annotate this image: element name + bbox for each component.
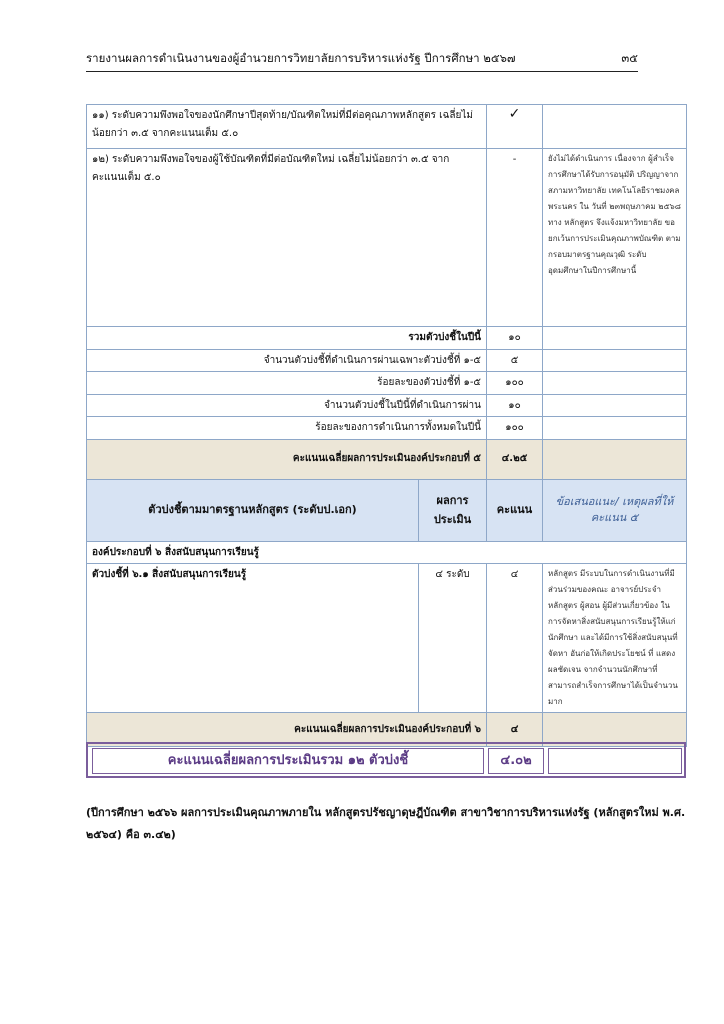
summary-row-passed-1-5 bbox=[87, 349, 687, 372]
header-divider bbox=[86, 71, 638, 72]
component6-average-label: คะแนนเฉลี่ยผลการประเมินองค์ประกอบที่ ๖ bbox=[87, 713, 487, 747]
summary-label: ร้อยละของการดำเนินการทั้งหมดในปีนี้ bbox=[87, 417, 487, 440]
previous-year-footnote: (ปีการศึกษา ๒๕๖๖ ผลการประเมินคุณภาพภายใน หลักสูตรปรัชญาดุษฎีบัณฑิต สาขาวิชาการบริหารแห่งรัฐ (หลักสูตรใหม่ พ.ศ. ๒๕๖๔) คือ ๓.๔๒) bbox=[86, 806, 686, 841]
indicator-row-11 bbox=[87, 105, 687, 149]
table-header-row bbox=[87, 479, 687, 541]
grand-total-box bbox=[86, 742, 686, 778]
indicator-6-1-score: ๔ bbox=[487, 564, 543, 713]
grand-total-label: คะแนนเฉลี่ยผลการประเมินรวม ๑๒ ตัวบ่งชี้ bbox=[92, 748, 484, 774]
assessment-table bbox=[86, 104, 687, 747]
header-indicator: ตัวบ่งชี้ตามมาตรฐานหลักสูตร (ระดับป.เอก) bbox=[87, 479, 419, 541]
component6-average-value: ๔ bbox=[487, 713, 543, 747]
indicator-12-status: - bbox=[487, 149, 543, 327]
header-reason: ข้อเสนอแนะ/ เหตุผลที่ให้คะแนน ๕ bbox=[543, 479, 687, 541]
component5-average-value: ๔.๒๕ bbox=[487, 439, 543, 479]
summary-row-passed-all bbox=[87, 394, 687, 417]
header-score: คะแนน bbox=[487, 479, 543, 541]
grand-total-value: ๔.๐๒ bbox=[488, 748, 544, 774]
summary-note bbox=[543, 394, 687, 417]
indicator-12-text: ๑๒) ระดับความพึงพอใจของผู้ใช้บัณฑิตที่มีต่อบัณฑิตใหม่ เฉลี่ยไม่น้อยกว่า ๓.๕ จาก คะแนนเต็ม ๕.๐ bbox=[87, 149, 487, 327]
indicator-6-1-reason: หลักสูตร มีระบบในการดำเนินงานที่มี ส่วนร่วมของคณะ อาจารย์ประจำ หลักสูตร ผู้สอน ผู้มีส่วนเกี่ยวข้อง ใน การจัดหาสิ่งสนับสนุนการเรียนรู้ให้แก่ นักศึกษา และได้มีการใช้สิ่งสนับสนุนที่ จัดหา อันก่อให้เกิดประโยชน์ ที่ แสดงผลชัดเจน จากจำนวนนักศึกษาที่ สามารถสำเร็จการศึกษาได้เป็นจำนวน มาก bbox=[543, 564, 687, 713]
summary-label: ร้อยละของตัวบ่งชี้ที่ ๑-๕ bbox=[87, 372, 487, 395]
summary-value: ๑๐ bbox=[487, 394, 543, 417]
component5-average-row bbox=[87, 439, 687, 479]
summary-row-percent-all bbox=[87, 417, 687, 440]
component5-average-label: คะแนนเฉลี่ยผลการประเมินองค์ประกอบที่ ๕ bbox=[87, 439, 487, 479]
summary-note bbox=[543, 372, 687, 395]
summary-value: ๕ bbox=[487, 349, 543, 372]
component5-average-note bbox=[543, 439, 687, 479]
component6-title: องค์ประกอบที่ ๖ สิ่งสนับสนุนการเรียนรู้ bbox=[87, 541, 687, 564]
summary-value: ๑๐ bbox=[487, 327, 543, 350]
indicator-row-12 bbox=[87, 149, 687, 327]
indicator-6-1-result: ๔ ระดับ bbox=[419, 564, 487, 713]
indicator-12-note: ยังไม่ได้ดำเนินการ เนื่องจาก ผู้สำเร็จการศึกษาได้รับการอนุมัติ ปริญญาจากสภามหาวิทยาลัย เทคโนโลยีราชมงคลพระนคร ใน วันที่ ๒๓พฤษภาคม ๒๕๖๘ ทาง หลักสูตร จึงแจ้งมหาวิทยาลัย ขอ ยกเว้นการประเมินคุณภาพบัณฑิต ตามกรอบมาตรฐานคุณวุฒิ ระดับอุดมศึกษาในปีการศึกษานี้ bbox=[543, 149, 687, 327]
summary-label: จำนวนตัวบ่งชี้ในปีนี้ที่ดำเนินการผ่าน bbox=[87, 394, 487, 417]
indicator-6-1-label: ตัวบ่งชี้ที่ ๖.๑ สิ่งสนับสนุนการเรียนรู้ bbox=[87, 564, 419, 713]
summary-note bbox=[543, 349, 687, 372]
summary-note bbox=[543, 417, 687, 440]
indicator-11-text: ๑๑) ระดับความพึงพอใจของนักศึกษาปีสุดท้าย/บัณฑิตใหม่ที่มีต่อคุณภาพหลักสูตร เฉลี่ยไม่น้อยกว่า ๓.๕ จากคะแนนเต็ม ๕.๐ bbox=[87, 105, 487, 149]
summary-label: จำนวนตัวบ่งชี้ที่ดำเนินการผ่านเฉพาะตัวบ่งชี้ที่ ๑-๕ bbox=[87, 349, 487, 372]
summary-note bbox=[543, 327, 687, 350]
page-number: ๓๕ bbox=[621, 51, 638, 65]
checkmark-icon: ✓ bbox=[487, 105, 543, 149]
summary-row-percent-1-5 bbox=[87, 372, 687, 395]
grand-total-note bbox=[548, 748, 682, 774]
page-header bbox=[86, 50, 638, 68]
summary-row-total bbox=[87, 327, 687, 350]
indicator-6-1-row bbox=[87, 564, 687, 713]
report-title: รายงานผลการดำเนินงานของผู้อำนวยการวิทยาลัยการบริหารแห่งรัฐ ปีการศึกษา ๒๕๖๗ bbox=[86, 51, 516, 65]
indicator-11-note bbox=[543, 105, 687, 149]
summary-value: ๑๐๐ bbox=[487, 372, 543, 395]
assessment-table-frame bbox=[86, 104, 686, 842]
summary-value: ๑๐๐ bbox=[487, 417, 543, 440]
header-result: ผลการ ประเมิน bbox=[419, 479, 487, 541]
summary-label: รวมตัวบ่งชี้ในปีนี้ bbox=[87, 327, 487, 350]
component6-title-row bbox=[87, 541, 687, 564]
